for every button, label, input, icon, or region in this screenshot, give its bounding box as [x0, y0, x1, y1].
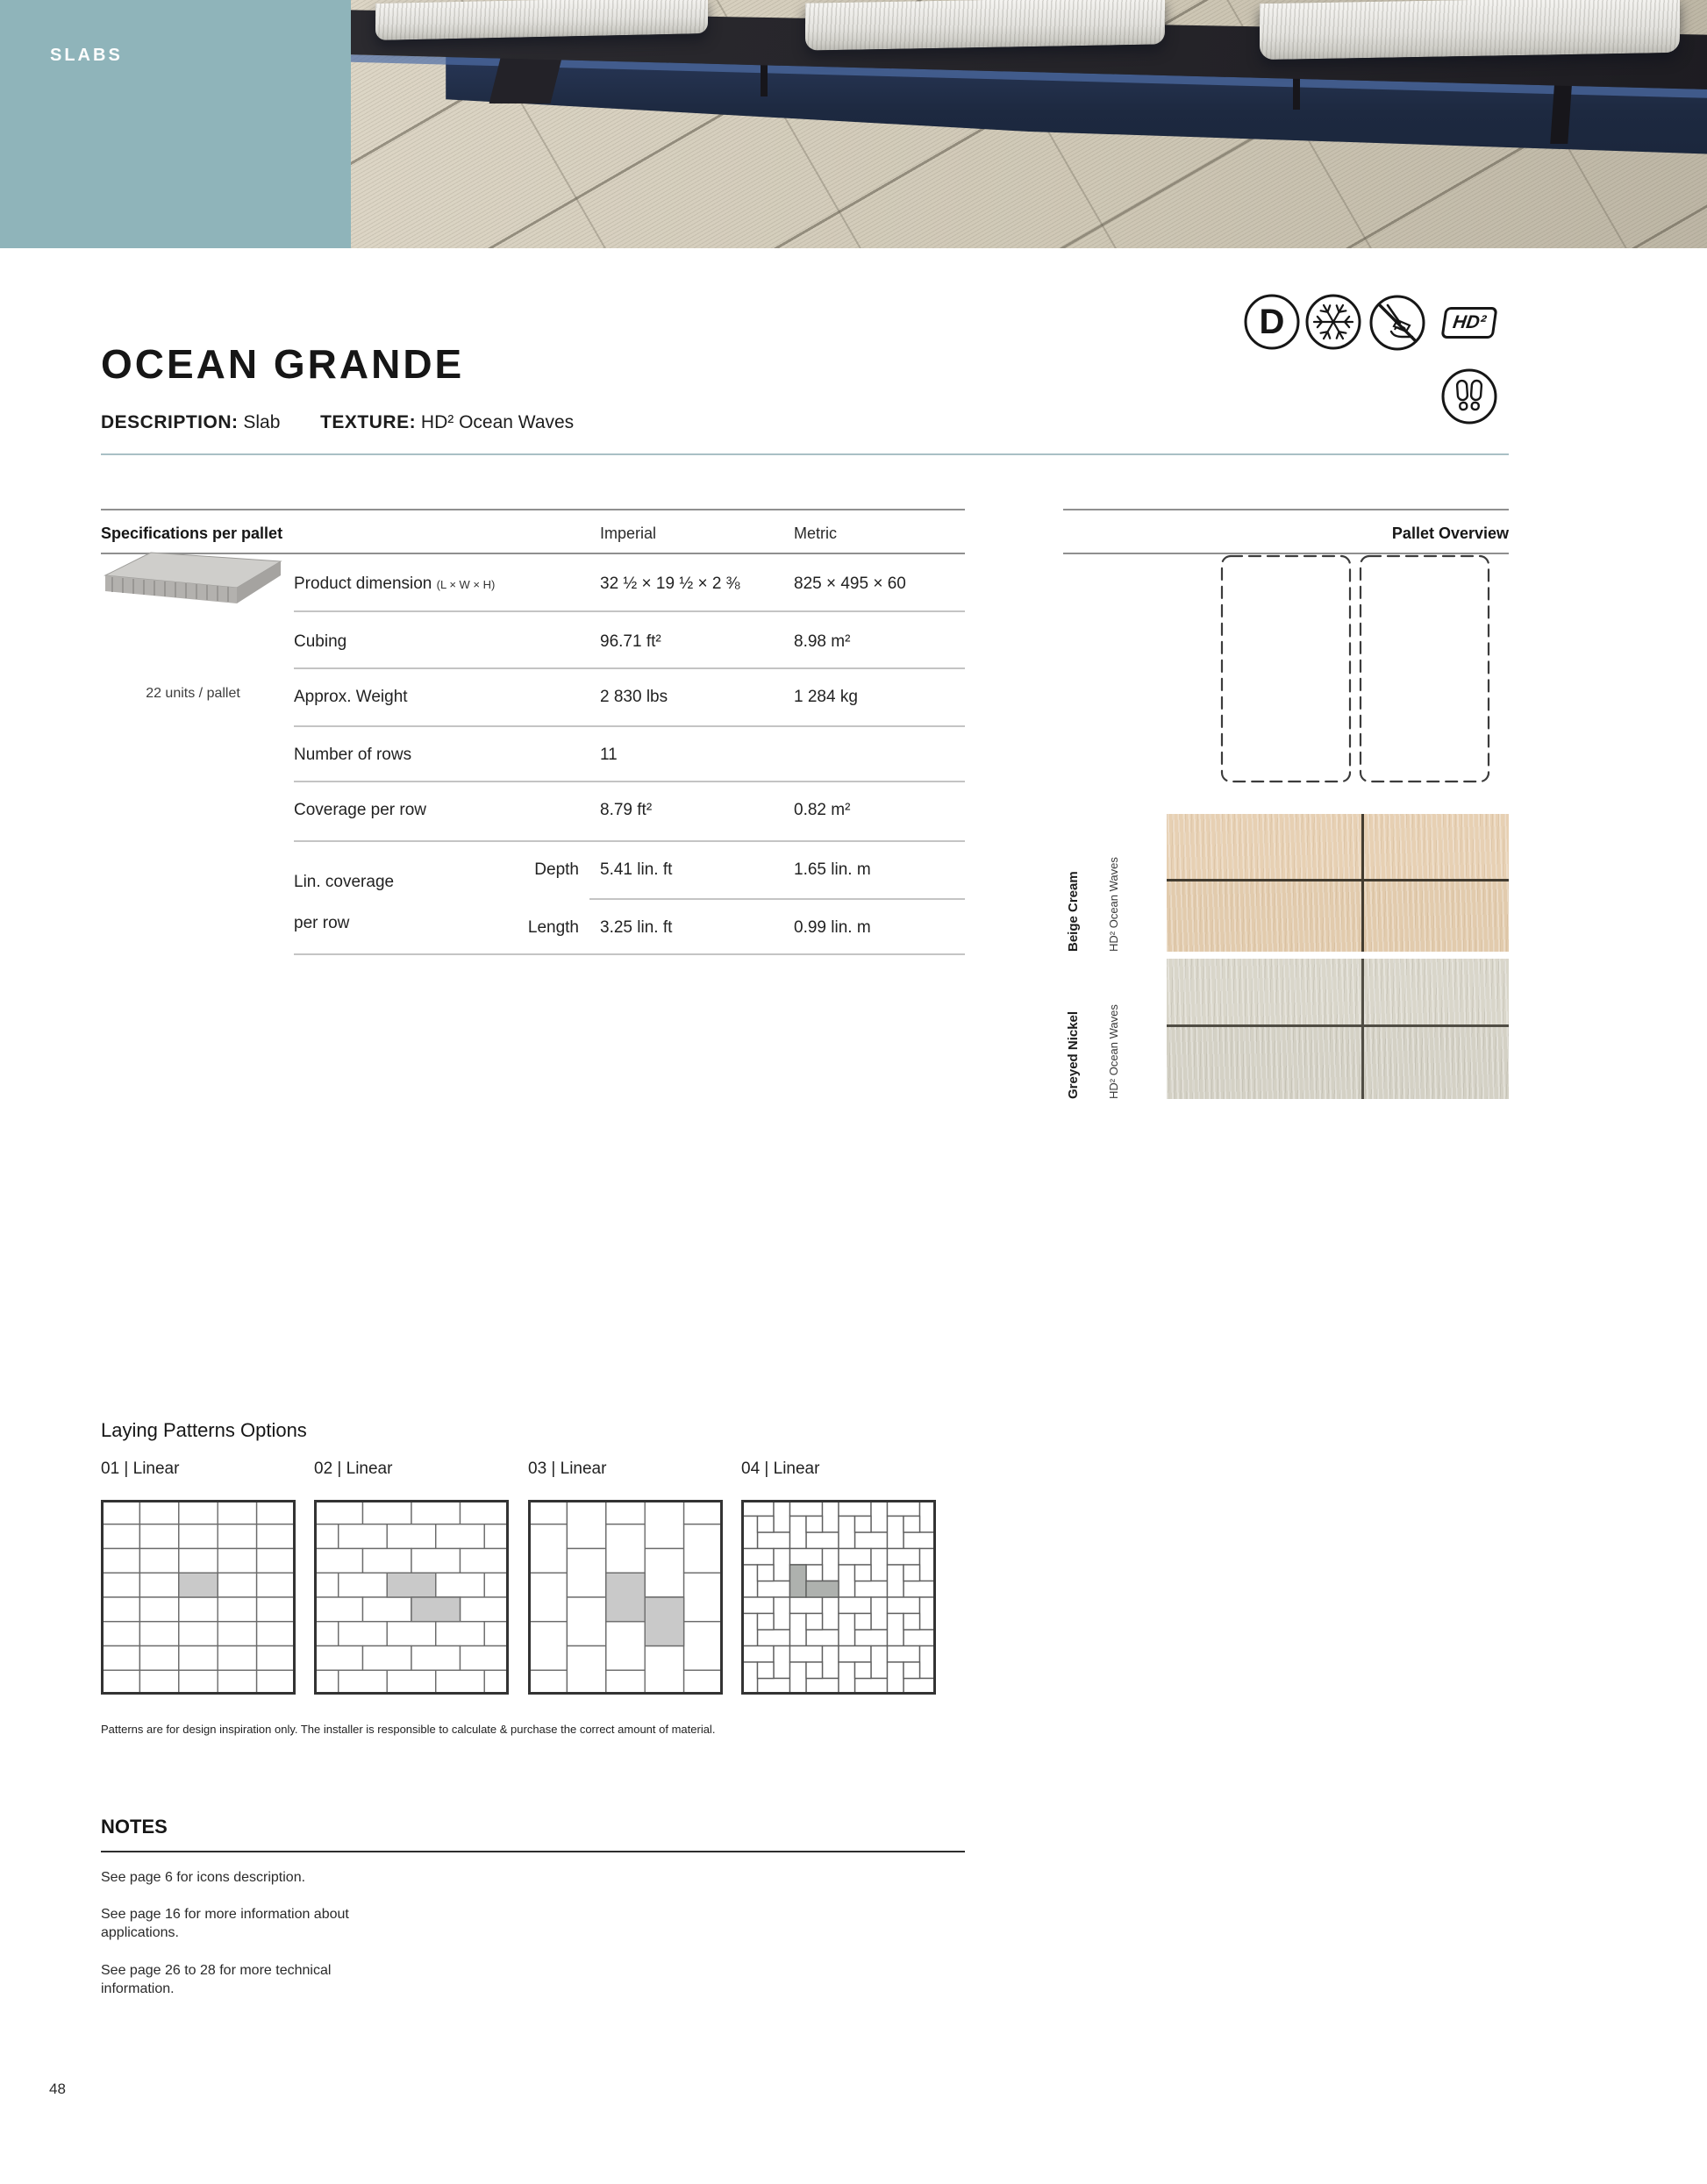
tile-joint [1167, 879, 1509, 881]
d-rating-icon [1243, 293, 1301, 351]
pattern-diagram-01 [101, 1500, 296, 1695]
pattern-diagram-04 [741, 1500, 936, 1695]
page-title: OCEAN GRANDE [101, 341, 465, 387]
swatch-name: Greyed Nickel [1066, 1010, 1081, 1099]
divider [589, 898, 965, 900]
swatch-texture: HD² Ocean Waves [1107, 857, 1120, 952]
d-letter: D [1259, 303, 1285, 341]
divider [101, 1851, 965, 1852]
note-item: See page 16 for more information about applications. [101, 1907, 349, 1940]
description-value: Slab [243, 412, 281, 432]
no-snow-removal-icon [1368, 294, 1426, 352]
texture-value: HD² Ocean Waves [420, 412, 575, 432]
sub-row-label: Depth [534, 860, 579, 879]
section-label: SLABS [50, 46, 123, 65]
notes-title: NOTES [101, 1816, 168, 1838]
hero-photo [351, 0, 1707, 248]
tile-joint [1361, 814, 1364, 952]
product-description [101, 412, 574, 433]
hd2-label: HD² [1451, 312, 1488, 332]
note-item: See page 6 for icons description. [101, 1870, 306, 1885]
spec-row-label: per row [294, 914, 350, 932]
spec-row-label: Approx. Weight [294, 688, 408, 706]
slab-thumbnail [104, 551, 283, 610]
pattern-label: 02 | Linear [314, 1460, 393, 1478]
spec-imperial-value: 96.71 ft² [600, 632, 661, 651]
spec-table-title: Specifications per pallet [101, 525, 283, 542]
tile-joint [1167, 1024, 1509, 1027]
spec-metric-value: 1.65 lin. m [794, 860, 871, 879]
spec-row-label: Cubing [294, 632, 347, 651]
spec-imperial-value: 5.41 lin. ft [600, 860, 673, 879]
footprints-icon [1440, 368, 1498, 425]
snowflake-icon [1304, 293, 1362, 351]
tile-joint [1361, 959, 1364, 1099]
units-per-pallet: 22 units / pallet [146, 686, 240, 701]
spec-label-suffix: (L × W × H) [436, 578, 496, 591]
pattern-diagram-02 [314, 1500, 509, 1695]
swatch-greyed-nickel [1167, 959, 1509, 1099]
divider [294, 667, 965, 669]
sofa-cushion [1260, 0, 1680, 60]
divider [294, 840, 965, 842]
pattern-diagram-03 [528, 1500, 723, 1695]
spec-imperial-value: 3.25 lin. ft [600, 918, 673, 937]
spec-row-label [294, 575, 495, 594]
note-item: See page 26 to 28 for more technical information. [101, 1963, 332, 1996]
spec-imperial-value: 32 ½ × 19 ½ × 2 ⅜ [600, 575, 740, 593]
description-label: DESCRIPTION: [101, 412, 239, 432]
pattern-label: 04 | Linear [741, 1460, 820, 1478]
spec-metric-value: 8.98 m² [794, 632, 851, 651]
column-header-imperial: Imperial [600, 525, 657, 542]
swatch-texture: HD² Ocean Waves [1107, 1004, 1120, 1099]
sub-row-label: Length [527, 918, 579, 937]
laying-patterns-title: Laying Patterns Options [101, 1419, 307, 1441]
sofa-cushion [375, 0, 708, 40]
divider [101, 453, 1509, 455]
hd2-badge [1440, 307, 1497, 339]
spec-imperial-value: 8.79 ft² [600, 801, 653, 819]
pattern-label: 01 | Linear [101, 1460, 180, 1478]
spec-row-label: Lin. coverage [294, 873, 395, 891]
pallet-slab-outline [1219, 553, 1353, 784]
divider [1063, 509, 1509, 510]
divider [294, 725, 965, 727]
spec-row-label: Coverage per row [294, 801, 427, 819]
swatch-beige-cream [1167, 814, 1509, 952]
swatch-name: Beige Cream [1066, 871, 1081, 952]
divider [294, 953, 965, 955]
spec-metric-value: 0.82 m² [794, 801, 851, 819]
divider [294, 781, 965, 782]
sofa-cushion [805, 0, 1165, 51]
spec-imperial-value: 2 830 lbs [600, 688, 668, 706]
pallet-overview-title: Pallet Overview [1391, 525, 1509, 542]
spec-metric-value: 825 × 495 × 60 [794, 575, 906, 593]
divider [101, 509, 965, 510]
pallet-slab-outline [1358, 553, 1491, 784]
spec-row-label: Number of rows [294, 746, 412, 764]
spec-metric-value: 0.99 lin. m [794, 918, 871, 937]
section-banner [0, 0, 351, 248]
divider [294, 610, 965, 612]
spec-label-text: Product dimension [294, 575, 432, 593]
column-header-metric: Metric [794, 525, 837, 542]
spec-metric-value: 1 284 kg [794, 688, 858, 706]
texture-label: TEXTURE: [320, 412, 417, 432]
patterns-disclaimer: Patterns are for design inspiration only. The installer is responsible to calculate & purchase the correct amount of material. [101, 1723, 716, 1736]
page-number: 48 [49, 2081, 66, 2097]
pattern-label: 03 | Linear [528, 1460, 607, 1478]
spec-imperial-value: 11 [600, 746, 618, 764]
